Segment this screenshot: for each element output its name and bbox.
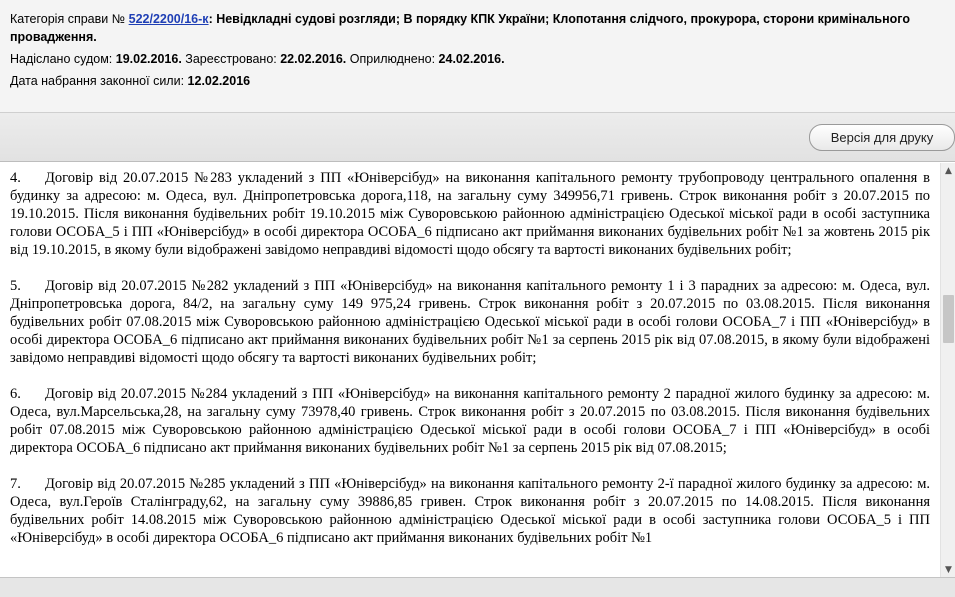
category-label: Категорія справи № — [10, 12, 126, 26]
case-dates — [10, 50, 941, 68]
vertical-scrollbar[interactable] — [940, 163, 955, 577]
category-text: : Невідкладні судові розгляди; В порядку КПК України; Клопотання слідчого, прокурора, сторони кримінального провадження. — [10, 12, 910, 44]
paragraph-number: 5. — [10, 278, 21, 294]
effective-date-row — [10, 72, 941, 90]
case-number-link[interactable]: 522/2200/16-к — [128, 12, 209, 26]
paragraph-text: Договір від 20.07.2015 №282 укладений з ПП «Юніверсібуд» на виконання капітального ремонту 1 і 3 парадних за адресою: м. Одеса, вул. Дніпропетровська дорога, 84/2, на загальну суму 149 975,24 гривень. Строк виконання робіт з 20.07.2015 по 03.08.2015. Після виконання будівельних робіт 07.08.2015 між Суворовською районною адміністрацією Одеської міської ради в особі голови ОСОБА_7 і ПП «Юніверсібуд» в особі директора ОСОБА_6 підписано акт приймання виконаних будівельних робіт №1 за серпень 2015 рік від 07.08.2015, в якому були відображені завідомо неправдиві відомості щодо обсягу та вартості виконаних будівельних робіт; — [10, 278, 930, 366]
document-paragraph — [10, 277, 930, 367]
document-paragraph — [10, 475, 930, 547]
paragraph-number: 6. — [10, 386, 21, 402]
document-paragraph — [10, 385, 930, 457]
published-date: 24.02.2016. — [438, 52, 505, 66]
paragraph-number: 7. — [10, 476, 21, 492]
effective-label: Дата набрання законної сили: — [10, 74, 185, 88]
document-viewport[interactable] — [0, 163, 940, 577]
scrollbar-thumb[interactable] — [943, 295, 954, 343]
print-version-button[interactable]: Версія для друку — [809, 124, 955, 151]
effective-date: 12.02.2016 — [187, 74, 251, 88]
published-label: Оприлюднено: — [349, 52, 436, 66]
paragraph-text: Договір від 20.07.2015 №283 укладений з ПП «Юніверсібуд» на виконання капітального ремонту трубопроводу центрального опалення в будинку за адресою: м. Одеса, вул. Дніпропетровська дорога,118, на загальну суму 349956,71 гривень. Строк виконання робіт з 20.07.2015 по 19.10.2015. Після виконання будівельних робіт 19.10.2015 між Суворовською районною адміністрацією Одеської міської ради в особі заступника голови ОСОБА_5 і ПП «Юніверсібуд» в особі директора ОСОБА_6 підписано акт приймання виконаних будівельних робіт №1 за жовтень 2015 рік від 19.10.2015, в якому були відображені завідомо неправдиві відомості щодо обсягу та вартості виконаних будівельних робіт; — [10, 170, 930, 258]
document-paragraph — [10, 169, 930, 259]
arrow-down-icon[interactable]: ▼ — [945, 564, 952, 575]
arrow-up-icon[interactable]: ▲ — [945, 165, 952, 176]
paragraph-text: Договір від 20.07.2015 №284 укладений з ПП «Юніверсібуд» на виконання капітального ремонту 2 парадної жилого будинку за адресою: м. Одеса, вул.Марсельська,28, на загальну суму 73978,40 гривень. Строк виконання робіт з 20.07.2015 по 03.08.2015. Після виконання будівельних робіт 07.08.2015 між Суворовською районною адміністрацією Одеської міської ради в особі голови ОСОБА_7 і ПП «Юніверсібуд» в особі директора ОСОБА_6 підписано акт приймання виконаних будівельних робіт №1 за серпень 2015 рік від 07.08.2015; — [10, 386, 930, 456]
toolbar — [0, 113, 955, 162]
registered-label: Зареєстровано: — [185, 52, 277, 66]
case-category — [10, 10, 941, 46]
sent-date: 19.02.2016. — [115, 52, 182, 66]
bottom-bar — [0, 577, 955, 597]
registered-date: 22.02.2016. — [280, 52, 347, 66]
document-content — [0, 163, 940, 547]
paragraph-number: 4. — [10, 170, 21, 186]
case-header — [0, 0, 955, 113]
sent-label: Надіслано судом: — [10, 52, 113, 66]
paragraph-text: Договір від 20.07.2015 №285 укладений з ПП «Юніверсібуд» на виконання капітального ремонту 2-ї парадної жилого будинку за адресою: м. Одеса, вул.Героїв Сталінграду,62, на загальну суму 39886,85 гривен. Строк виконання робіт з 20.07.2015 по 14.08.2015. Після виконання будівельних робіт 14.08.2015 між Суворовською районною адміністрацією Одеської міської ради в особі заступника голови ОСОБА_5 і ПП «Юніверсібуд» в особі директора ОСОБА_6 підписано акт приймання виконаних будівельних робіт №1 — [10, 476, 930, 546]
